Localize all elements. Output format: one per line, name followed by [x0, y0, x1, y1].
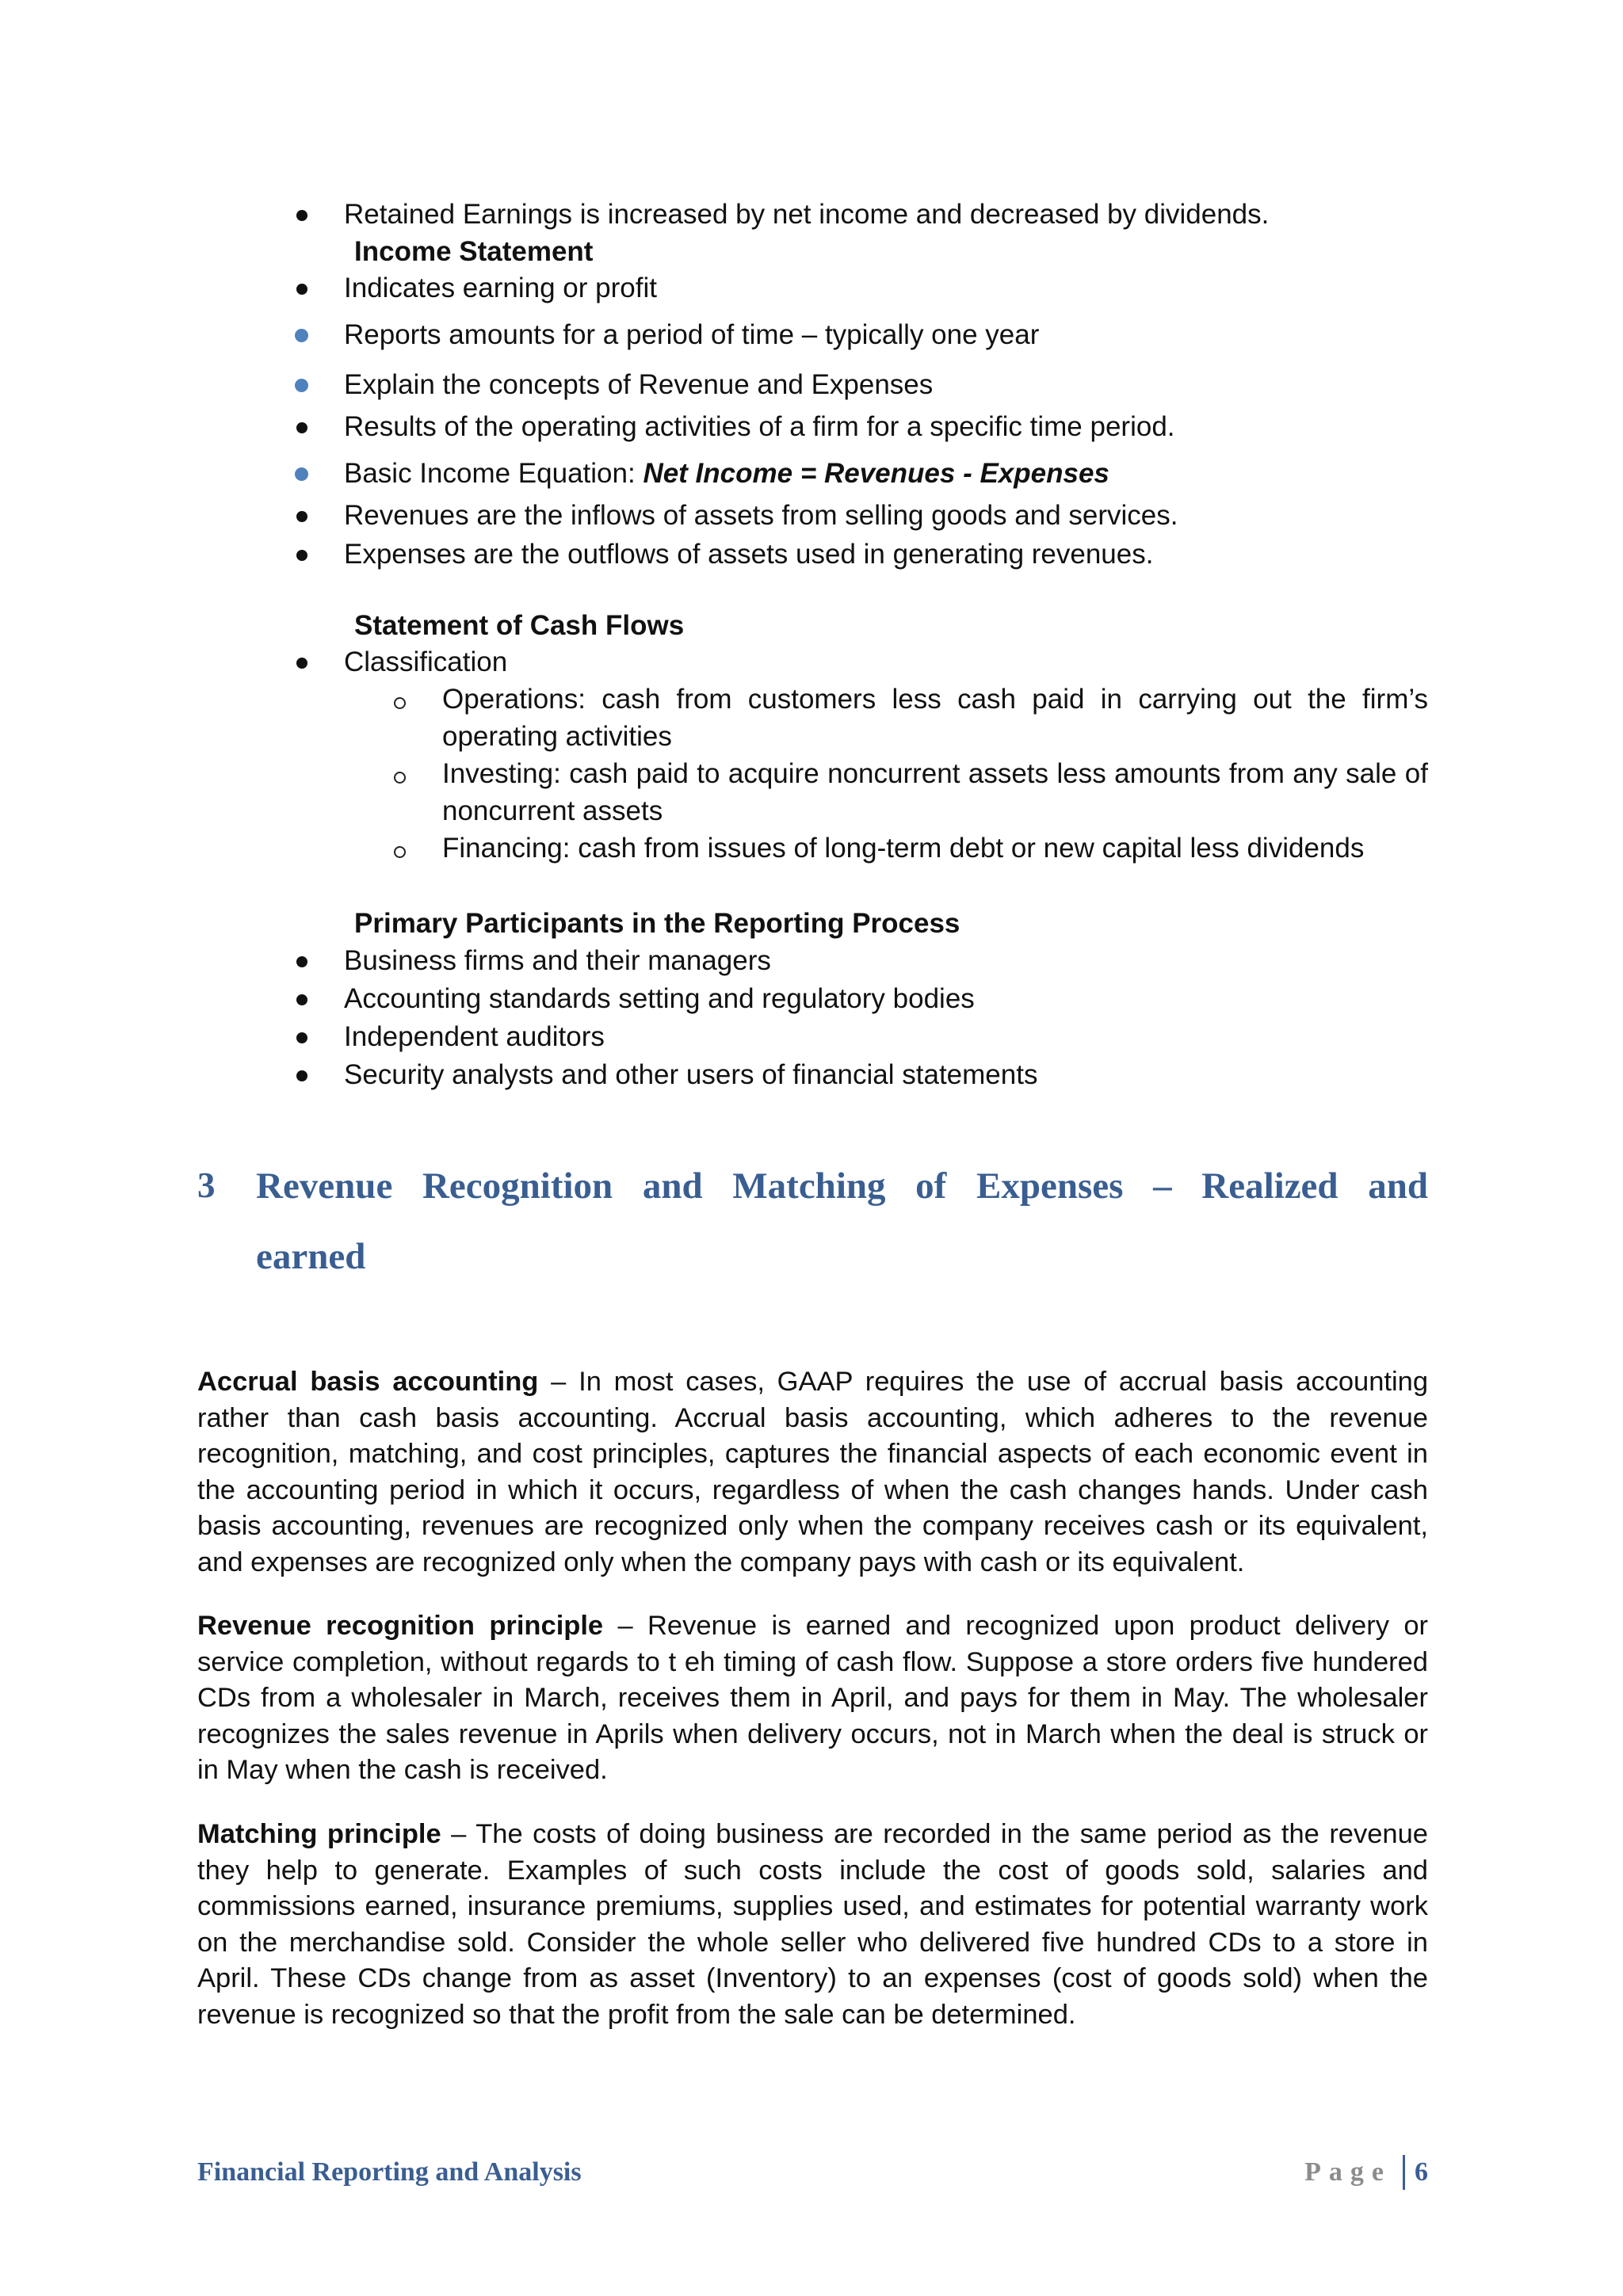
- page-number: 6: [1415, 2157, 1428, 2187]
- income-bullet-6: Expenses are the outflows of assets used in generating revenues.: [344, 539, 1154, 570]
- bullet-dot: [296, 284, 307, 295]
- bullet-dot: [295, 467, 308, 481]
- revenue-paragraph: [197, 1608, 1428, 1789]
- bullet-dot: [295, 329, 308, 342]
- sub-bullet-circle: [394, 772, 406, 784]
- sub-bullet-circle: [394, 697, 406, 709]
- page-label: Page: [1304, 2157, 1392, 2187]
- income-bullet-5: Revenues are the inflows of assets from selling goods and services.: [344, 500, 1178, 531]
- bullet-dot: [296, 1070, 307, 1081]
- equation-prefix: Basic Income Equation:: [344, 458, 643, 489]
- investing-line-2: noncurrent assets: [442, 795, 663, 826]
- cash-flows-heading: Statement of Cash Flows: [354, 610, 685, 641]
- financing-line: Financing: cash from issues of long-term debt or new capital less dividends: [442, 833, 1365, 864]
- bullet-dot: [295, 379, 308, 392]
- matching-term: Matching principle: [197, 1819, 441, 1849]
- revenue-term: Revenue recognition principle: [197, 1611, 604, 1641]
- income-bullet-1: Indicates earning or profit: [344, 273, 657, 303]
- bullet-dot: [296, 658, 307, 669]
- income-bullet-3: Explain the concepts of Revenue and Expenses: [344, 369, 934, 400]
- participants-heading: Primary Participants in the Reporting Process: [354, 908, 960, 939]
- accrual-term: Accrual basis accounting: [197, 1367, 539, 1397]
- income-equation-bullet: [344, 456, 1109, 492]
- page-number-block: [1304, 2155, 1428, 2190]
- bullet-dot: [296, 511, 307, 522]
- operations-line-2: operating activities: [442, 721, 672, 752]
- income-equation: Net Income = Revenues - Expenses: [643, 458, 1109, 489]
- participant-item: Business firms and their managers: [344, 945, 771, 976]
- bullet-dot: [296, 210, 307, 221]
- bullet-dot: [296, 422, 307, 433]
- investing-line-1: Investing: cash paid to acquire noncurrent assets less amounts from any sale of: [442, 758, 1428, 789]
- matching-text: – The costs of doing business are recorded in the same period as the revenue they help to generate. Examples of such costs include the cost of goods sold, salaries and commissions earned, insurance premiums, supplies used, and estimates for potential warranty work on the merchandise sold. Consider the whole seller who delivered five hundred CDs to a store in April. These CDs change from as asset (Inventory) to an expenses (cost of goods sold) when the revenue is recognized so that the profit from the sale can be determined.: [197, 1819, 1428, 2030]
- section-title-line-1: Revenue Recognition and Matching of Expenses – Realized and: [256, 1165, 1428, 1207]
- bullet-dot: [296, 994, 307, 1005]
- sub-bullet-circle: [394, 846, 406, 858]
- operations-line-1: Operations: cash from customers less cash paid in carrying out the firm’s: [442, 684, 1428, 715]
- bullet-dot: [296, 956, 307, 967]
- footer-title: Financial Reporting and Analysis: [197, 2157, 582, 2187]
- income-bullet-4: Results of the operating activities of a firm for a specific time period.: [344, 411, 1175, 442]
- participant-item: Independent auditors: [344, 1021, 605, 1052]
- bullet-dot: [296, 550, 307, 561]
- accrual-text: – In most cases, GAAP requires the use of accrual basis accounting rather than cash basis accounting. Accrual basis accounting, which adheres to the revenue recognition, matching, and cost principles, captures the financial aspects of each economic event in the accounting period in which it occurs, regardless of when the cash changes hands. Under cash basis accounting, revenues are recognized only when the company receives cash or its equivalent, and expenses are recognized only when the company pays with cash or its equivalent.: [197, 1367, 1429, 1577]
- income-statement-heading: Income Statement: [354, 236, 594, 267]
- accrual-paragraph: [197, 1364, 1428, 1581]
- participant-item: Accounting standards setting and regulatory bodies: [344, 983, 975, 1014]
- classification-bullet: Classification: [344, 646, 508, 677]
- bullet-dot: [296, 1032, 307, 1043]
- page-separator: [1403, 2155, 1405, 2190]
- section-number: 3: [197, 1165, 216, 1205]
- matching-paragraph: [197, 1817, 1428, 2033]
- participant-item: Security analysts and other users of financial statements: [344, 1059, 1038, 1090]
- retained-earnings-bullet: Retained Earnings is increased by net income and decreased by dividends.: [344, 199, 1270, 230]
- revenue-text: – Revenue is earned and recognized upon product delivery or service completion, without regards to t eh timing of cash flow. Suppose a store orders five hundered CDs from a wholesaler in March, receives them in April, and pays for them in May. The wholesaler recognizes the sales revenue in Aprils when delivery occurs, not in March when the deal is struck or in May when the cash is received.: [197, 1611, 1428, 1785]
- section-title-line-2: earned: [256, 1236, 366, 1277]
- income-bullet-2: Reports amounts for a period of time – typically one year: [344, 319, 1040, 350]
